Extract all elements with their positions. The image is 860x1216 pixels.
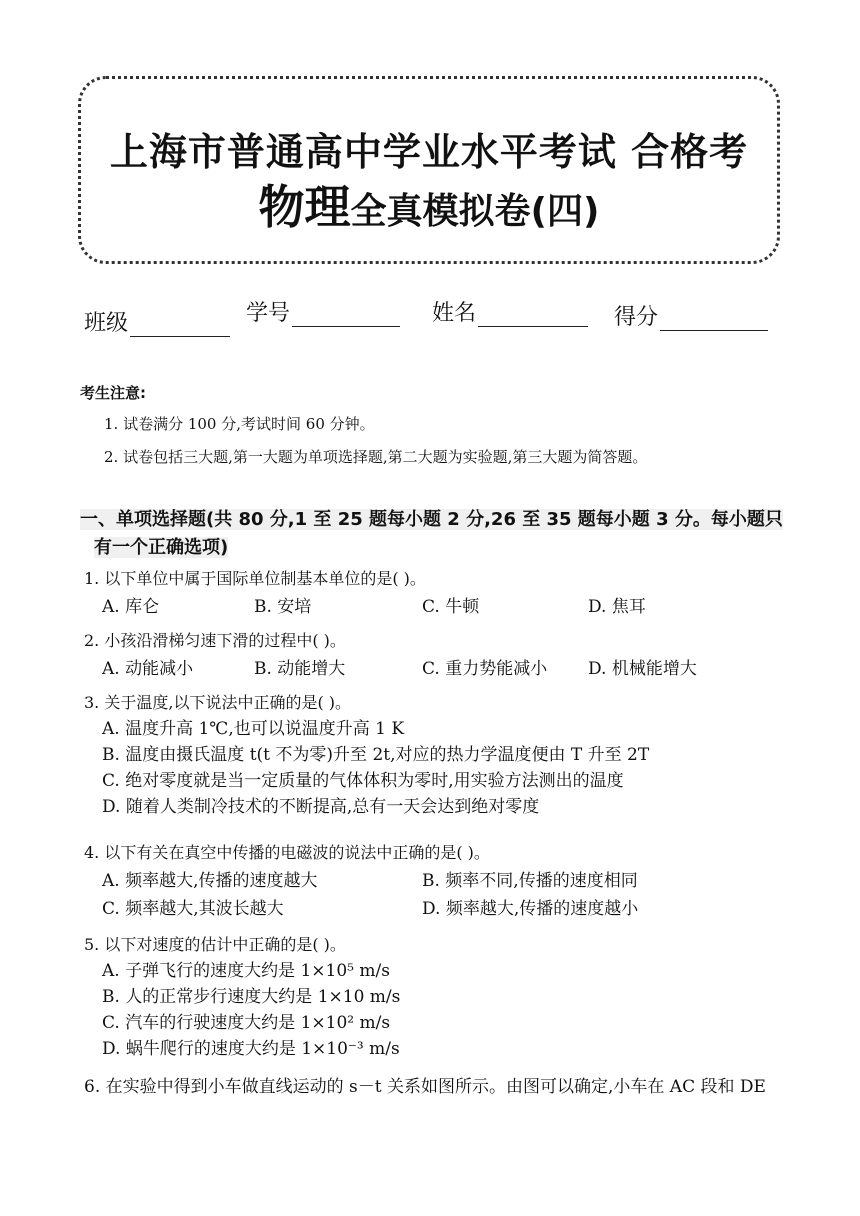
notice-title: 考生注意: xyxy=(80,384,146,402)
question-stem: 5. 以下对速度的估计中正确的是( )。 xyxy=(84,935,346,954)
option-b[interactable]: B. 频率不同,传播的速度相同 xyxy=(422,871,638,891)
option-c[interactable]: C. 重力势能减小 xyxy=(422,659,548,679)
option-d[interactable]: D. 频率越大,传播的速度越小 xyxy=(422,899,639,919)
score-blank[interactable] xyxy=(660,308,768,331)
class-blank[interactable] xyxy=(130,314,230,337)
option-b[interactable]: B. 人的正常步行速度大约是 1×10 m/s xyxy=(102,987,401,1007)
option-d[interactable]: D. 蜗牛爬行的速度大约是 1×10⁻³ m/s xyxy=(102,1039,400,1059)
option-a[interactable]: A. 温度升高 1℃,也可以说温度升高 1 K xyxy=(102,719,405,739)
candidate-notice xyxy=(80,382,800,479)
option-c[interactable]: C. 绝对零度就是当一定质量的气体体积为零时,用实验方法测出的温度 xyxy=(102,771,624,791)
question-stem: 4. 以下有关在真空中传播的电磁波的说法中正确的是( )。 xyxy=(84,843,490,862)
option-a[interactable]: A. 动能减小 xyxy=(102,659,194,679)
option-a[interactable]: A. 频率越大,传播的速度越大 xyxy=(102,871,318,891)
option-c[interactable]: C. 汽车的行驶速度大约是 1×10² m/s xyxy=(102,1013,391,1033)
question-stem: 3. 关于温度,以下说法中正确的是( )。 xyxy=(84,693,352,712)
notice-item: 2. 试卷包括三大题,第一大题为单项选择题,第二大题为实验题,第三大题为简答题。 xyxy=(104,448,648,466)
question-4 xyxy=(84,842,804,920)
question-2 xyxy=(84,630,804,680)
name-blank[interactable] xyxy=(478,304,588,327)
options-row xyxy=(102,898,804,920)
option-c[interactable]: C. 牛顿 xyxy=(422,597,480,617)
notice-item: 1. 试卷满分 100 分,考试时间 60 分钟。 xyxy=(104,415,375,433)
option-b[interactable]: B. 温度由摄氏温度 t(t 不为零)升至 2t,对应的热力学温度便由 T 升至 2T xyxy=(102,745,650,765)
section-heading-line2: 有一个正确选项) xyxy=(94,537,229,558)
question-3 xyxy=(84,692,804,818)
class-label: 班级 xyxy=(84,311,129,336)
options-row xyxy=(102,596,804,618)
question-1 xyxy=(84,568,804,618)
options-row xyxy=(102,658,804,680)
title-box xyxy=(78,76,780,264)
option-c[interactable]: C. 频率越大,其波长越大 xyxy=(102,899,284,919)
student-id-field[interactable] xyxy=(246,296,400,327)
question-6 xyxy=(84,1076,804,1098)
name-label: 姓名 xyxy=(432,301,477,326)
score-field[interactable] xyxy=(614,300,768,331)
options-row xyxy=(102,870,804,892)
question-stem: 6. 在实验中得到小车做直线运动的 s－t 关系如图所示。由图可以确定,小车在 AC 段和 DE xyxy=(84,1077,766,1097)
option-d[interactable]: D. 随着人类制冷技术的不断提高,总有一天会达到绝对零度 xyxy=(102,797,540,817)
subject-name: 物理 xyxy=(258,180,351,234)
exam-title: 上海市普通高中学业水平考试 合格考 xyxy=(109,130,749,174)
option-b[interactable]: B. 安培 xyxy=(254,597,312,617)
student-id-blank[interactable] xyxy=(292,304,400,327)
option-a[interactable]: A. 库仑 xyxy=(102,597,160,617)
score-label: 得分 xyxy=(614,305,659,330)
student-id-label: 学号 xyxy=(246,301,291,326)
paper-name: 全真模拟卷(四) xyxy=(350,191,600,232)
option-d[interactable]: D. 焦耳 xyxy=(588,597,646,617)
option-b[interactable]: B. 动能增大 xyxy=(254,659,346,679)
class-field[interactable] xyxy=(84,306,230,337)
name-field[interactable] xyxy=(432,296,588,327)
section-heading xyxy=(80,506,800,562)
exam-subtitle xyxy=(81,171,777,237)
section-heading-line1: 一、单项选择题(共 80 分,1 至 25 题每小题 2 分,26 至 35 题每小题 3 分。每小题只 xyxy=(80,509,783,530)
student-info-row xyxy=(84,296,784,336)
question-5 xyxy=(84,934,804,1060)
question-stem: 1. 以下单位中属于国际单位制基本单位的是( )。 xyxy=(84,569,426,588)
question-stem: 2. 小孩沿滑梯匀速下滑的过程中( )。 xyxy=(84,631,346,650)
option-d[interactable]: D. 机械能增大 xyxy=(588,659,697,679)
option-a[interactable]: A. 子弹飞行的速度大约是 1×10⁵ m/s xyxy=(102,961,390,981)
